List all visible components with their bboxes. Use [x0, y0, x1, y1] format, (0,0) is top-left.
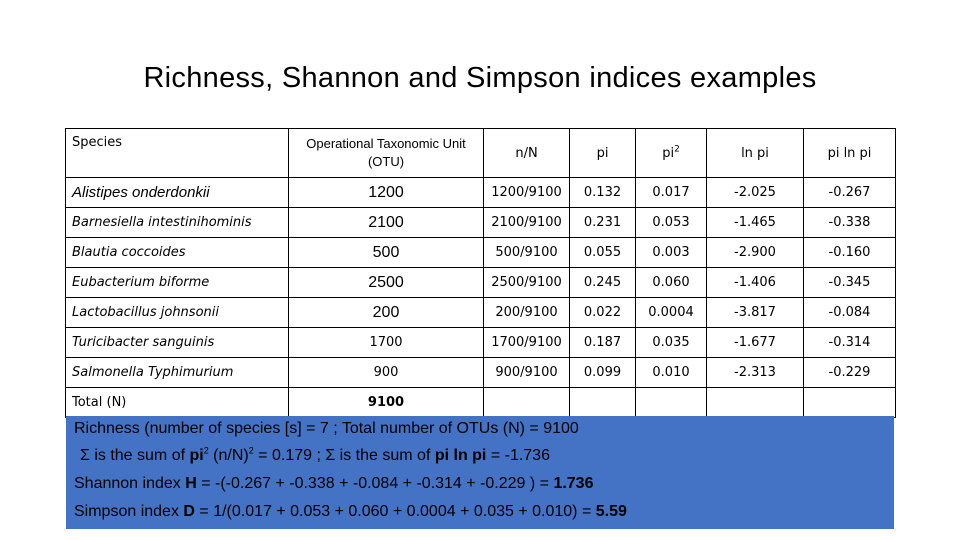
empty-cell	[484, 388, 570, 418]
table-header-row	[66, 129, 896, 178]
sum-text-a: Σ is the sum of	[80, 447, 190, 464]
pi-squared-cell: 0.003	[636, 238, 707, 268]
species-cell: Salmonella Typhimurium	[66, 358, 289, 388]
pi-cell: 0.022	[570, 298, 636, 328]
ln-pi-cell: -1.406	[707, 268, 804, 298]
table-row	[66, 268, 896, 298]
sum-text-d: (n/N)	[208, 447, 249, 464]
pi-cell: 0.132	[570, 178, 636, 208]
header-pi-ln-pi: pi ln pi	[804, 129, 896, 178]
empty-cell	[804, 388, 896, 418]
pi-ln-pi-cell: -0.267	[804, 178, 896, 208]
sum-nN-exp: 2	[248, 445, 254, 456]
ln-pi-cell: -2.900	[707, 238, 804, 268]
otu-cell: 1200	[289, 178, 484, 208]
n-over-N-cell: 1700/9100	[484, 328, 570, 358]
empty-cell	[570, 388, 636, 418]
species-cell: Eubacterium biforme	[66, 268, 289, 298]
otu-cell: 2500	[289, 268, 484, 298]
pi-squared-cell: 0.010	[636, 358, 707, 388]
empty-cell	[636, 388, 707, 418]
ln-pi-cell: -3.817	[707, 298, 804, 328]
pi-squared-cell: 0.060	[636, 268, 707, 298]
header-otu: Operational Taxonomic Unit (OTU)	[289, 129, 484, 178]
pi-cell: 0.245	[570, 268, 636, 298]
simpson-result: 5.59	[595, 503, 627, 520]
otu-cell: 500	[289, 238, 484, 268]
n-over-N-cell: 200/9100	[484, 298, 570, 328]
pi-ln-pi-cell: -0.229	[804, 358, 896, 388]
simpson-symbol: D	[183, 503, 195, 520]
otu-cell: 900	[289, 358, 484, 388]
pi-cell: 0.099	[570, 358, 636, 388]
richness-line: Richness (number of species [s] = 7 ; Total number of OTUs (N) = 9100	[74, 420, 579, 437]
sum-pi-ln-pi: pi ln pi	[434, 447, 487, 464]
header-pi2-base: pi	[662, 145, 675, 161]
shannon-line	[74, 475, 593, 493]
sum-text-f: = 0.179 ; Σ is the sum of	[253, 447, 435, 464]
ln-pi-cell: -1.465	[707, 208, 804, 238]
pi-ln-pi-cell: -0.345	[804, 268, 896, 298]
total-row	[66, 388, 896, 418]
pi-cell: 0.187	[570, 328, 636, 358]
table-row	[66, 238, 896, 268]
sum-pi-exp: 2	[203, 445, 209, 456]
shannon-formula: = -(-0.267 + -0.338 + -0.084 + -0.314 + -0.229 ) =	[196, 475, 554, 492]
n-over-N-cell: 500/9100	[484, 238, 570, 268]
pi-cell: 0.055	[570, 238, 636, 268]
ln-pi-cell: -2.313	[707, 358, 804, 388]
shannon-result: 1.736	[553, 475, 594, 492]
ln-pi-cell: -2.025	[707, 178, 804, 208]
summary-box	[66, 416, 894, 529]
ln-pi-cell: -1.677	[707, 328, 804, 358]
simpson-formula: = 1/(0.017 + 0.053 + 0.060 + 0.0004 + 0.035 + 0.010) =	[194, 503, 596, 520]
header-ln-pi: ln pi	[707, 129, 804, 178]
species-cell: Alistipes onderdonkii	[66, 178, 289, 208]
header-n-over-N: n/N	[484, 129, 570, 178]
pi-ln-pi-cell: -0.338	[804, 208, 896, 238]
table-row	[66, 358, 896, 388]
species-cell: Lactobacillus johnsonii	[66, 298, 289, 328]
total-label: Total (N)	[66, 388, 289, 418]
species-cell: Turicibacter sanguinis	[66, 328, 289, 358]
otu-cell: 200	[289, 298, 484, 328]
table-row	[66, 208, 896, 238]
empty-cell	[707, 388, 804, 418]
pi-ln-pi-cell: -0.160	[804, 238, 896, 268]
sum-definition-line	[80, 447, 550, 465]
sum-text-h: = -1.736	[486, 447, 550, 464]
table-row	[66, 328, 896, 358]
header-pi-squared	[636, 129, 707, 178]
pi-squared-cell: 0.053	[636, 208, 707, 238]
pi-ln-pi-cell: -0.314	[804, 328, 896, 358]
table-row	[66, 178, 896, 208]
pi-squared-cell: 0.017	[636, 178, 707, 208]
pi-squared-cell: 0.0004	[636, 298, 707, 328]
otu-cell: 1700	[289, 328, 484, 358]
species-cell: Blautia coccoides	[66, 238, 289, 268]
n-over-N-cell: 2100/9100	[484, 208, 570, 238]
shannon-label: Shannon index	[74, 475, 186, 492]
slide-title: Richness, Shannon and Simpson indices examples	[143, 62, 817, 94]
simpson-line	[74, 503, 627, 521]
sum-pi: pi	[189, 447, 204, 464]
otu-cell: 2100	[289, 208, 484, 238]
simpson-label: Simpson index	[74, 503, 184, 520]
pi-cell: 0.231	[570, 208, 636, 238]
pi-squared-cell: 0.035	[636, 328, 707, 358]
indices-table	[65, 128, 896, 418]
table-row	[66, 298, 896, 328]
n-over-N-cell: 1200/9100	[484, 178, 570, 208]
pi-ln-pi-cell: -0.084	[804, 298, 896, 328]
shannon-symbol: H	[185, 475, 197, 492]
n-over-N-cell: 900/9100	[484, 358, 570, 388]
header-pi: pi	[570, 129, 636, 178]
header-species: Species	[66, 129, 289, 178]
n-over-N-cell: 2500/9100	[484, 268, 570, 298]
total-otu: 9100	[289, 388, 484, 418]
header-pi2-exp: 2	[674, 144, 680, 155]
species-cell: Barnesiella intestinihominis	[66, 208, 289, 238]
